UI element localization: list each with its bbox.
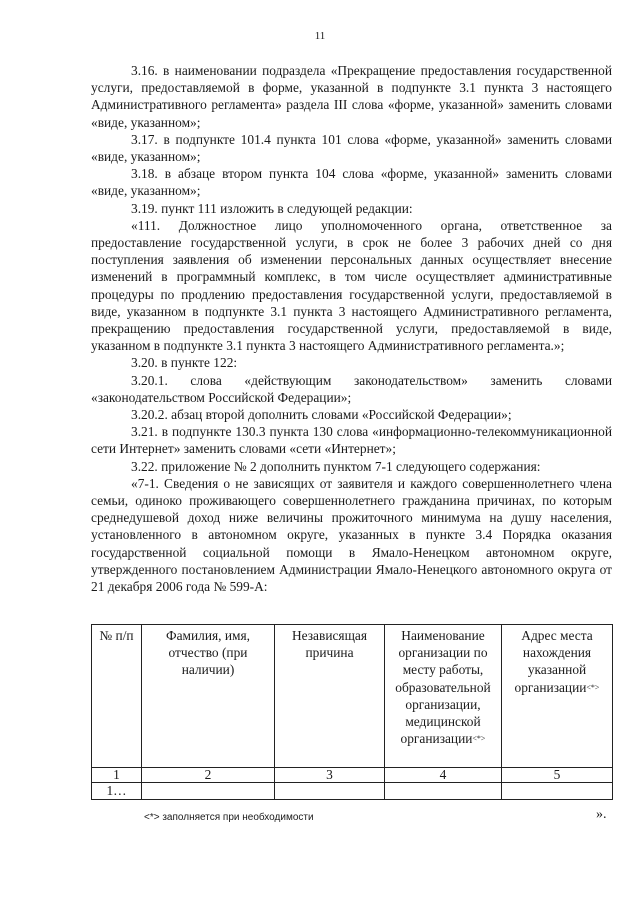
header-organization-name: Наименование организации по месту работы, образовательной организации, медицинской организации<*>: [385, 625, 502, 768]
header-full-name: Фамилия, имя, отчество (при наличии): [142, 625, 275, 768]
column-number: 4: [385, 768, 502, 783]
paragraph-7-1-text: «7-1. Сведения о не зависящих от заявителя и каждого совершеннолетнего члена семьи, одиноко проживающего совершеннолетнего гражданина причинах, по которым среднедушевой доход ниже величины прожиточного минимума на душу населения, установленного в автономном округе, указанных в пункте 3.4 Порядка оказания государственной социальной помощи в Ямало-Ненецком автономном округе, утвержденного постановлением Администрации Ямало-Ненецкого автономного округа от 21 декабря 2006 года № 599-А:: [91, 475, 612, 595]
table-row: [92, 783, 613, 800]
footnote: <*> заполняется при необходимости: [144, 812, 314, 823]
table-cell: [502, 783, 613, 800]
paragraph-3-20-1: 3.20.1. слова «действующим законодательством» заменить словами «законодательством Российской Федерации»;: [91, 372, 612, 405]
paragraph-3-20-2: 3.20.2. абзац второй дополнить словами «Российской Федерации»;: [131, 407, 512, 423]
table-header-row: [92, 625, 613, 768]
paragraph-3-22: 3.22. приложение № 2 дополнить пунктом 7-1 следующего содержания:: [131, 458, 541, 474]
page-number: 11: [314, 30, 326, 42]
footnote-mark: <*>: [586, 682, 600, 692]
header-reason: Независящая причина: [275, 625, 385, 768]
table-cell: [385, 783, 502, 800]
table-cell: [142, 783, 275, 800]
paragraph-3-18: 3.18. в абзаце втором пункта 104 слова «форме, указанной» заменить словами «виде, указанном»;: [91, 166, 612, 199]
closing-quote: ».: [596, 807, 607, 822]
paragraph-3-19: 3.19. пункт 111 изложить в следующей редакции:: [131, 200, 413, 216]
paragraph-3-17: 3.17. в подпункте 101.4 пункта 101 слова «форме, указанной» заменить словами «виде, указанном»;: [91, 131, 612, 165]
paragraph-3-20: 3.20. в пункте 122:: [131, 355, 238, 371]
paragraph-3-21: 3.21. в подпункте 130.3 пункта 130 слова «информационно-телекоммуникационной сети Интернет» заменить словами «сети «Интернет»;: [91, 424, 612, 457]
row-number-cell: 1…: [92, 783, 142, 800]
header-organization-address: Адрес места нахождения указанной организации<*>: [502, 625, 613, 768]
column-number: 3: [275, 768, 385, 783]
footnote-mark: <*>: [472, 734, 486, 744]
document-body: [91, 62, 612, 595]
column-number: 2: [142, 768, 275, 783]
table-cell: [275, 783, 385, 800]
header-number: № п/п: [92, 625, 142, 768]
column-number: 1: [92, 768, 142, 783]
info-table: [91, 624, 612, 800]
column-number: 5: [502, 768, 613, 783]
paragraph-111-text: «111. Должностное лицо уполномоченного органа, ответственное за предоставление государственной услуги, в срок не более 3 рабочих дней со дня поступления заявления об изменении персональных данных осуществляет внесение изменений в программный комплекс, в том числе осуществляет административные процедуры по продлению предоставления государственной услуги, предоставляемой в виде, указанном в подпункте 3.1 пункта 3 настоящего Административного регламента, прекращению предоставления государственной услуги, предоставляемой в виде, указанном в подпункте 3.1 пункта 3 настоящего Административного регламента.»;: [91, 217, 612, 354]
paragraph-3-16: 3.16. в наименовании подраздела «Прекращение предоставления государственной услуги, предоставляемой в форме, указанной в подпункте 3.1 пункта 3 настоящего Административного регламента» раздела III слова «форме, указанной» заменить словами «виде, указанном»;: [91, 63, 612, 130]
column-number-row: [92, 768, 613, 783]
